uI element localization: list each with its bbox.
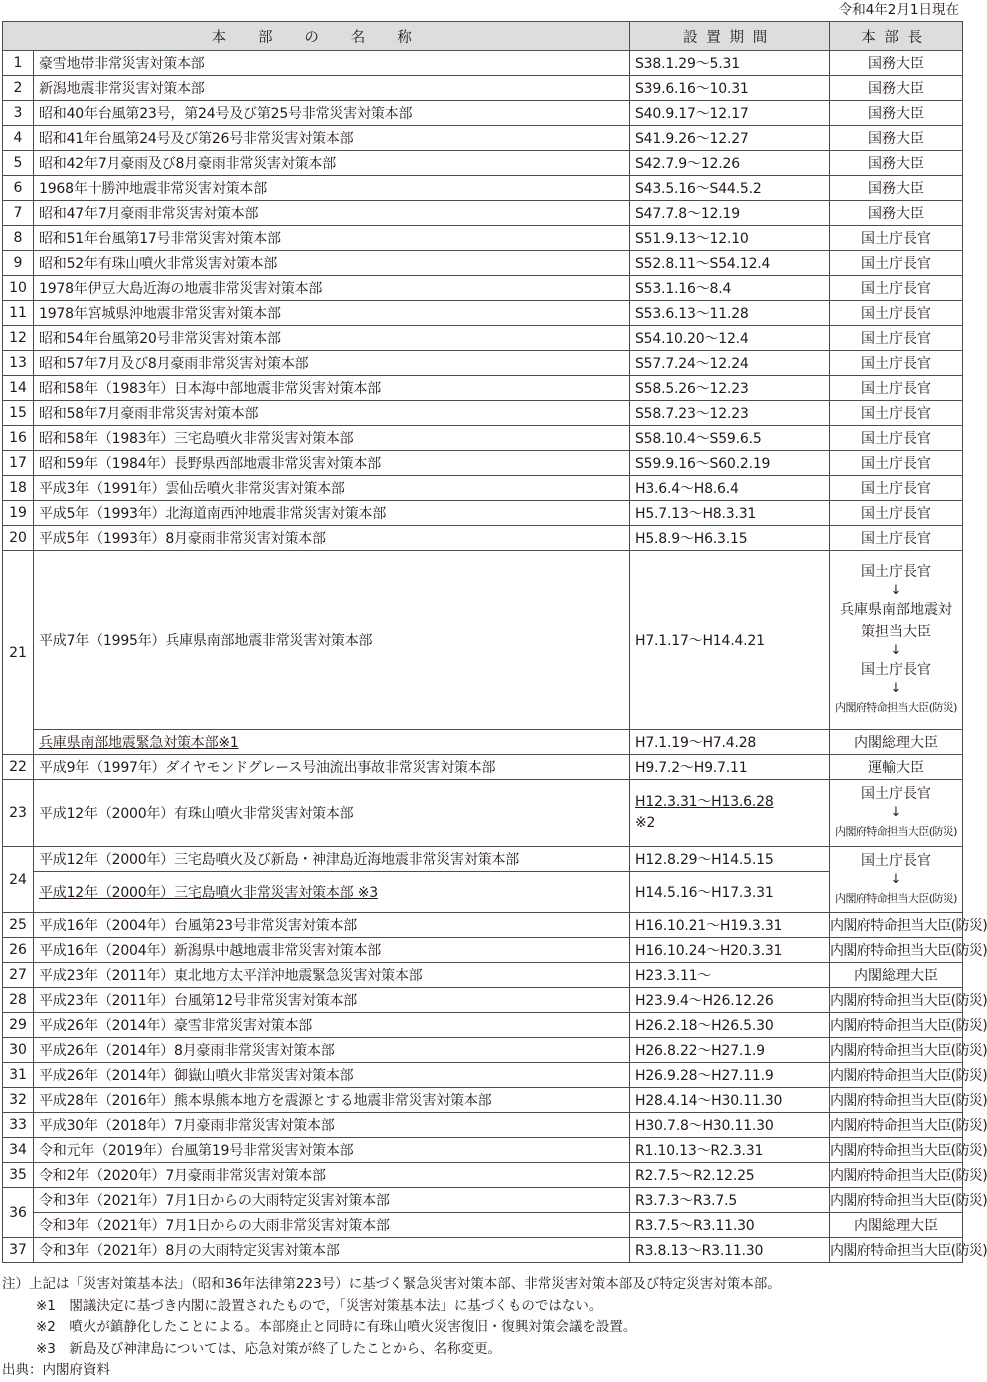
row-number: 16 — [3, 426, 34, 451]
row-name: 平成26年（2014年）豪雪非常災害対策本部 — [34, 1013, 630, 1038]
chief-chain-cell — [830, 780, 963, 847]
row-period: S58.7.23～12.23 — [630, 401, 830, 426]
row-name: 昭和41年台風第24号及び第26号非常災害対策本部 — [34, 126, 630, 151]
table-row — [3, 1138, 963, 1163]
arrow-down-icon: ↓ — [890, 583, 902, 598]
arrow-down-icon: ↓ — [890, 871, 902, 887]
row-period: S59.9.16～S60.2.19 — [630, 451, 830, 476]
row-name: 平成28年（2016年）熊本県熊本地方を震源とする地震非常災害対策本部 — [34, 1088, 630, 1113]
row-chief: 国土庁長官 — [830, 401, 963, 426]
row-period: H28.4.14～H30.11.30 — [630, 1088, 830, 1113]
row-chief: 国務大臣 — [830, 176, 963, 201]
table-row — [3, 780, 963, 847]
row-chief: 国土庁長官 — [830, 301, 963, 326]
row-number: 35 — [3, 1163, 34, 1188]
row-chief: 国土庁長官 — [830, 526, 963, 551]
table-row — [3, 1063, 963, 1088]
row-number: 33 — [3, 1113, 34, 1138]
row-name: 平成30年（2018年）7月豪雨非常災害対策本部 — [34, 1113, 630, 1138]
row-period-note: ※2 — [635, 815, 656, 831]
row-number: 11 — [3, 301, 34, 326]
row-name: 平成26年（2014年）御嶽山噴火非常災害対策本部 — [34, 1063, 630, 1088]
row-chief: 国土庁長官 — [830, 501, 963, 526]
note-3: ※3 新島及び神津島については、応急対策が終了したことから、名称変更。 — [36, 1340, 502, 1357]
row-chief: 内閣府特命担当大臣(防災) — [830, 1063, 963, 1088]
chief-chain-step: 国土庁長官 — [861, 852, 931, 869]
table-row — [3, 526, 963, 551]
row-chief: 国土庁長官 — [830, 251, 963, 276]
row-name: 令和3年（2021年）7月1日からの大雨特定災害対策本部 — [34, 1188, 630, 1213]
row-name: 1978年伊豆大島近海の地震非常災害対策本部 — [34, 276, 630, 301]
note-2: ※2 噴火が鎮静化したことによる。本部廃止と同時に有珠山噴火災害復旧・復興対策会議を設置。 — [36, 1319, 637, 1335]
row-chief: 内閣府特命担当大臣(防災) — [830, 1038, 963, 1063]
table-row — [3, 1188, 963, 1213]
row-period: H26.2.18～H26.5.30 — [630, 1013, 830, 1038]
table-row — [3, 847, 963, 872]
row-period: H30.7.8～H30.11.30 — [630, 1113, 830, 1138]
row-number: 10 — [3, 276, 34, 301]
table-header-row — [3, 22, 963, 51]
row-number: 30 — [3, 1038, 34, 1063]
table-row — [3, 376, 963, 401]
row-chief: 国務大臣 — [830, 151, 963, 176]
row-number: 7 — [3, 201, 34, 226]
row-chief: 国務大臣 — [830, 126, 963, 151]
row-chief: 国土庁長官 — [830, 476, 963, 501]
row-period: S51.9.13～12.10 — [630, 226, 830, 251]
row-name: 昭和59年（1984年）長野県西部地震非常災害対策本部 — [34, 451, 630, 476]
row-name: 平成16年（2004年）新潟県中越地震非常災害対策本部 — [34, 938, 630, 963]
table-row — [3, 501, 963, 526]
chief-chain-cell — [830, 847, 963, 913]
row-sub-name: 平成12年（2000年）三宅島噴火非常災害対策本部 ※3 — [34, 872, 630, 913]
row-period: S47.7.8～12.19 — [630, 201, 830, 226]
row-period: S57.7.24～12.24 — [630, 351, 830, 376]
row-number: 4 — [3, 126, 34, 151]
row-chief: 国務大臣 — [830, 76, 963, 101]
arrow-down-icon: ↓ — [890, 643, 902, 658]
row-name: 昭和57年7月及び8月豪雨非常災害対策本部 — [34, 351, 630, 376]
as-of-date: 令和4年2月1日現在 — [838, 2, 959, 18]
row-period: H7.1.17～H14.4.21 — [630, 551, 830, 730]
row-period: H5.7.13～H8.3.31 — [630, 501, 830, 526]
header-chief: 本部長 — [830, 22, 963, 51]
row-number: 32 — [3, 1088, 34, 1113]
table-row — [3, 1238, 963, 1263]
row-name: 1968年十勝沖地震非常災害対策本部 — [34, 176, 630, 201]
table-row — [3, 1038, 963, 1063]
table-row — [3, 351, 963, 376]
chief-chain-step: 内閣府特命担当大臣(防災) — [835, 701, 957, 714]
table-row — [3, 755, 963, 780]
row-name: 平成12年（2000年）三宅島噴火及び新島・神津島近海地震非常災害対策本部 — [34, 847, 630, 872]
table-row — [3, 1088, 963, 1113]
chief-chain-cell — [830, 551, 963, 730]
row-chief: 国務大臣 — [830, 51, 963, 76]
note-1: ※1 閣議決定に基づき内閣に設置されたもので，「災害対策基本法」に基づくものではない。 — [36, 1297, 603, 1314]
table-row — [3, 326, 963, 351]
table-row — [3, 51, 963, 76]
row-name: 平成23年（2011年）台風第12号非常災害対策本部 — [34, 988, 630, 1013]
row-name: 令和2年（2020年）7月豪雨非常災害対策本部 — [34, 1163, 630, 1188]
row-number: 6 — [3, 176, 34, 201]
table-row — [3, 101, 963, 126]
table-row — [3, 938, 963, 963]
row-chief: 国土庁長官 — [830, 376, 963, 401]
row-period: R1.10.13～R2.3.31 — [630, 1138, 830, 1163]
row-chief: 運輸大臣 — [830, 755, 963, 780]
table-row — [3, 126, 963, 151]
row-chief: 国土庁長官 — [830, 326, 963, 351]
row-chief: 内閣府特命担当大臣(防災) — [830, 913, 963, 938]
table-row — [3, 988, 963, 1013]
headquarters-table — [2, 21, 987, 1263]
row-period: R3.7.3～R3.7.5 — [630, 1188, 830, 1213]
row-sub-period: H7.1.19～H7.4.28 — [630, 730, 830, 755]
row-number: 2 — [3, 76, 34, 101]
row-chief: 内閣府特命担当大臣(防災) — [830, 1238, 963, 1263]
arrow-down-icon: ↓ — [890, 681, 902, 696]
row-sub-name: 令和3年（2021年）7月1日からの大雨非常災害対策本部 — [34, 1213, 630, 1238]
table-row — [3, 426, 963, 451]
row-number: 37 — [3, 1238, 34, 1263]
table-row — [3, 226, 963, 251]
table-row — [3, 551, 963, 730]
row-name: 令和3年（2021年）8月の大雨特定災害対策本部 — [34, 1238, 630, 1263]
row-number: 31 — [3, 1063, 34, 1088]
table-row — [3, 401, 963, 426]
row-name: 平成23年（2011年）東北地方太平洋沖地震緊急災害対策本部 — [34, 963, 630, 988]
row-number: 17 — [3, 451, 34, 476]
header-name: 本 部 の 名 称 — [3, 22, 630, 51]
row-number: 24 — [3, 847, 34, 913]
row-chief: 内閣府特命担当大臣(防災) — [830, 1163, 963, 1188]
row-period: S39.6.16～10.31 — [630, 76, 830, 101]
row-period: S41.9.26～12.27 — [630, 126, 830, 151]
table-row — [3, 1013, 963, 1038]
row-name: 昭和58年（1983年）日本海中部地震非常災害対策本部 — [34, 376, 630, 401]
row-period: H5.8.9～H6.3.15 — [630, 526, 830, 551]
chief-chain-step: 国土庁長官 — [861, 564, 931, 580]
table-row — [3, 1213, 963, 1238]
row-period: H26.8.22～H27.1.9 — [630, 1038, 830, 1063]
table-row — [3, 476, 963, 501]
row-name: 昭和58年7月豪雨非常災害対策本部 — [34, 401, 630, 426]
row-number: 28 — [3, 988, 34, 1013]
row-period: H12.3.31～H13.6.28 — [635, 794, 774, 810]
row-number: 12 — [3, 326, 34, 351]
chief-chain-step: 国土庁長官 — [861, 662, 931, 678]
row-chief: 内閣府特命担当大臣(防災) — [830, 1138, 963, 1163]
row-chief: 内閣府特命担当大臣(防災) — [830, 938, 963, 963]
row-number: 22 — [3, 755, 34, 780]
row-name: 昭和58年（1983年）三宅島噴火非常災害対策本部 — [34, 426, 630, 451]
row-chief: 国務大臣 — [830, 101, 963, 126]
row-period: S52.8.11～S54.12.4 — [630, 251, 830, 276]
row-sub-chief: 内閣総理大臣 — [830, 1213, 963, 1238]
table-row — [3, 301, 963, 326]
row-number: 9 — [3, 251, 34, 276]
row-number: 21 — [3, 551, 34, 755]
row-chief: 内閣府特命担当大臣(防災) — [830, 1188, 963, 1213]
row-name: 平成7年（1995年）兵庫県南部地震非常災害対策本部 — [34, 551, 630, 730]
row-name: 昭和40年台風第23号，第24号及び第25号非常災害対策本部 — [34, 101, 630, 126]
row-period: H23.3.11～ — [630, 963, 830, 988]
row-period: S58.5.26～12.23 — [630, 376, 830, 401]
row-name: 平成12年（2000年）有珠山噴火非常災害対策本部 — [34, 780, 630, 847]
chief-chain-step: 兵庫県南部地震対策担当大臣 — [840, 602, 952, 640]
row-period: H26.9.28～H27.11.9 — [630, 1063, 830, 1088]
source-note: 出典：内閣府資料 — [2, 1362, 110, 1378]
row-number: 27 — [3, 963, 34, 988]
arrow-down-icon: ↓ — [890, 805, 902, 820]
row-number: 5 — [3, 151, 34, 176]
row-name: 新潟地震非常災害対策本部 — [34, 76, 630, 101]
row-chief: 内閣府特命担当大臣(防災) — [830, 1013, 963, 1038]
table-body — [3, 51, 987, 1263]
row-name: 平成26年（2014年）8月豪雨非常災害対策本部 — [34, 1038, 630, 1063]
table-row — [3, 276, 963, 301]
row-period: H9.7.2～H9.7.11 — [630, 755, 830, 780]
row-number: 29 — [3, 1013, 34, 1038]
row-chief: 国土庁長官 — [830, 226, 963, 251]
row-name: 昭和47年7月豪雨非常災害対策本部 — [34, 201, 630, 226]
row-period: S58.10.4～S59.6.5 — [630, 426, 830, 451]
row-chief: 国土庁長官 — [830, 351, 963, 376]
table-row — [3, 913, 963, 938]
table-row — [3, 151, 963, 176]
table-row — [3, 730, 963, 755]
row-name: 豪雪地帯非常災害対策本部 — [34, 51, 630, 76]
row-number: 3 — [3, 101, 34, 126]
row-number: 18 — [3, 476, 34, 501]
row-number: 26 — [3, 938, 34, 963]
header-period: 設置期間 — [630, 22, 830, 51]
row-name: 昭和52年有珠山噴火非常災害対策本部 — [34, 251, 630, 276]
row-period: R3.8.13～R3.11.30 — [630, 1238, 830, 1263]
row-number: 8 — [3, 226, 34, 251]
row-period: S53.6.13～11.28 — [630, 301, 830, 326]
row-period: S43.5.16～S44.5.2 — [630, 176, 830, 201]
table-row — [3, 251, 963, 276]
row-number: 36 — [3, 1188, 34, 1238]
row-name: 昭和42年7月豪雨及び8月豪雨非常災害対策本部 — [34, 151, 630, 176]
row-name: 平成5年（1993年）8月豪雨非常災害対策本部 — [34, 526, 630, 551]
row-number: 1 — [3, 51, 34, 76]
row-period: S53.1.16～8.4 — [630, 276, 830, 301]
row-name: 1978年宮城県沖地震非常災害対策本部 — [34, 301, 630, 326]
footnotes — [2, 1274, 963, 1382]
table-row — [3, 451, 963, 476]
table-row — [3, 76, 963, 101]
row-number: 23 — [3, 780, 34, 847]
row-period: S40.9.17～12.17 — [630, 101, 830, 126]
row-sub-period: H14.5.16～H17.3.31 — [630, 872, 830, 913]
row-period: R2.7.5～R2.12.25 — [630, 1163, 830, 1188]
row-name: 昭和54年台風第20号非常災害対策本部 — [34, 326, 630, 351]
row-period: S42.7.9～12.26 — [630, 151, 830, 176]
row-name: 昭和51年台風第17号非常災害対策本部 — [34, 226, 630, 251]
row-name: 平成5年（1993年）北海道南西沖地震非常災害対策本部 — [34, 501, 630, 526]
row-chief: 内閣府特命担当大臣(防災) — [830, 988, 963, 1013]
chief-chain-step: 国土庁長官 — [861, 786, 931, 802]
row-period: H3.6.4～H8.6.4 — [630, 476, 830, 501]
row-chief: 国土庁長官 — [830, 276, 963, 301]
row-number: 25 — [3, 913, 34, 938]
row-name: 令和元年（2019年）台風第19号非常災害対策本部 — [34, 1138, 630, 1163]
note-main: 注）上記は「災害対策基本法」（昭和36年法律第223号）に基づく緊急災害対策本部、非常災害対策本部及び特定災害対策本部。 — [2, 1276, 781, 1292]
table-row — [3, 1163, 963, 1188]
row-chief: 内閣総理大臣 — [830, 963, 963, 988]
row-period: H23.9.4～H26.12.26 — [630, 988, 830, 1013]
table-row — [3, 963, 963, 988]
row-period: H16.10.24～H20.3.31 — [630, 938, 830, 963]
row-chief: 内閣府特命担当大臣(防災) — [830, 1113, 963, 1138]
table-row — [3, 872, 963, 913]
row-period: S54.10.20～12.4 — [630, 326, 830, 351]
table-row — [3, 176, 963, 201]
table-row — [3, 201, 963, 226]
row-chief: 国務大臣 — [830, 201, 963, 226]
row-number: 34 — [3, 1138, 34, 1163]
table-row — [3, 1113, 963, 1138]
row-sub-name: 兵庫県南部地震緊急対策本部※1 — [34, 730, 630, 755]
row-number: 20 — [3, 526, 34, 551]
row-number: 13 — [3, 351, 34, 376]
row-number: 15 — [3, 401, 34, 426]
row-name: 平成16年（2004年）台風第23号非常災害対策本部 — [34, 913, 630, 938]
row-name: 平成3年（1991年）雲仙岳噴火非常災害対策本部 — [34, 476, 630, 501]
row-period: H16.10.21～H19.3.31 — [630, 913, 830, 938]
row-chief: 内閣府特命担当大臣(防災) — [830, 1088, 963, 1113]
chief-chain-step: 内閣府特命担当大臣(防災) — [835, 825, 957, 838]
row-sub-chief: 内閣総理大臣 — [830, 730, 963, 755]
chief-chain-step: 内閣府特命担当大臣(防災) — [835, 891, 957, 905]
row-name: 平成9年（1997年）ダイヤモンドグレース号油流出事故非常災害対策本部 — [34, 755, 630, 780]
row-number: 19 — [3, 501, 34, 526]
row-chief: 国土庁長官 — [830, 426, 963, 451]
row-period: S38.1.29～5.31 — [630, 51, 830, 76]
row-chief: 国土庁長官 — [830, 451, 963, 476]
row-sub-period: R3.7.5～R3.11.30 — [630, 1213, 830, 1238]
row-number: 14 — [3, 376, 34, 401]
row-period-cell — [630, 780, 830, 847]
row-period: H12.8.29～H14.5.15 — [630, 847, 830, 872]
